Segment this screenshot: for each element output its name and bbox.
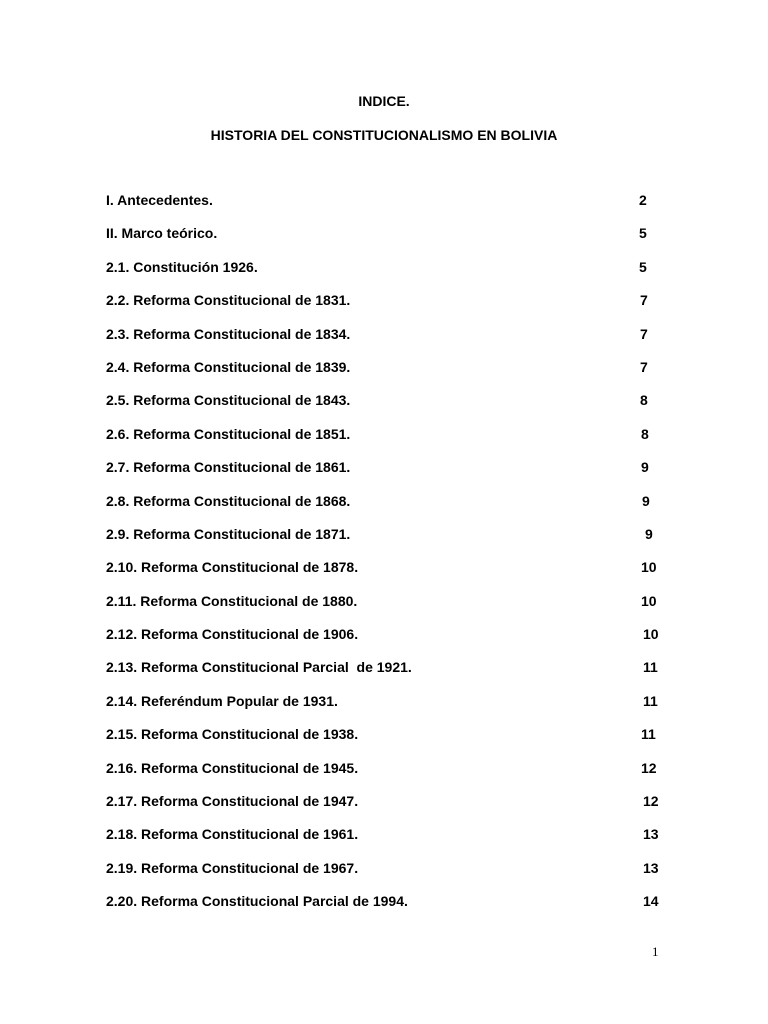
toc-entry-page-number: 7 xyxy=(640,325,648,342)
toc-entry xyxy=(0,225,768,258)
toc-entry-label: 2.2. Reforma Constitucional de 1831. xyxy=(106,292,351,309)
toc-entry-label: 2.12. Reforma Constitucional de 1906. xyxy=(106,626,359,643)
toc-entry-page-number: 9 xyxy=(641,459,649,476)
toc-entry-page-number: 12 xyxy=(643,793,659,810)
toc-entry xyxy=(0,459,768,492)
toc-entry xyxy=(0,893,768,926)
toc-entry xyxy=(0,659,768,692)
toc-entry-label: 2.13. Reforma Constitucional Parcial de 1921. xyxy=(106,659,412,676)
toc-entry-page-number: 10 xyxy=(641,559,657,576)
toc-entry xyxy=(0,493,768,526)
toc-entry-page-number: 14 xyxy=(643,893,659,910)
toc-entry-label: 2.19. Reforma Constitucional de 1967. xyxy=(106,859,359,876)
toc-entry-label: 2.5. Reforma Constitucional de 1843. xyxy=(106,392,351,409)
toc-entry-page-number: 5 xyxy=(639,258,647,275)
toc-entry-page-number: 10 xyxy=(641,592,657,609)
toc-entry xyxy=(0,726,768,759)
toc-entry-label: II. Marco teórico. xyxy=(106,225,218,242)
toc-entry xyxy=(0,392,768,425)
toc-entry-label: 2.16. Reforma Constitucional de 1945. xyxy=(106,759,359,776)
toc-entry xyxy=(0,760,768,793)
toc-entry xyxy=(0,259,768,292)
toc-entry xyxy=(0,693,768,726)
toc-entry-page-number: 5 xyxy=(639,225,647,242)
toc-entry-label: 2.4. Reforma Constitucional de 1839. xyxy=(106,358,351,375)
toc-entry xyxy=(0,559,768,592)
toc-entry-page-number: 7 xyxy=(640,292,648,309)
toc-entry xyxy=(0,292,768,325)
toc-entry-page-number: 13 xyxy=(643,826,659,843)
toc-entry-label: 2.20. Reforma Constitucional Parcial de 1994. xyxy=(106,893,408,910)
index-heading: INDICE. xyxy=(358,93,410,109)
toc-entry-label: 2.11. Reforma Constitucional de 1880. xyxy=(106,592,358,609)
document-title: HISTORIA DEL CONSTITUCIONALISMO EN BOLIVIA xyxy=(210,127,558,143)
toc-entry-page-number: 2 xyxy=(639,192,647,208)
toc-entry xyxy=(0,359,768,392)
toc-entry-label: 2.7. Reforma Constitucional de 1861. xyxy=(106,459,351,476)
toc-entry xyxy=(0,626,768,659)
toc-entry-label: 2.6. Reforma Constitucional de 1851. xyxy=(106,425,351,442)
toc-entry xyxy=(0,526,768,559)
toc-entry-page-number: 11 xyxy=(641,726,656,743)
toc-entry xyxy=(0,326,768,359)
toc-entry xyxy=(0,793,768,826)
toc-entry-label: 2.17. Reforma Constitucional de 1947. xyxy=(106,793,359,810)
toc-entry-page-number: 8 xyxy=(640,392,648,409)
toc-entry-label: 2.9. Reforma Constitucional de 1871. xyxy=(106,525,351,542)
table-of-contents xyxy=(0,192,768,927)
toc-entry xyxy=(0,593,768,626)
toc-entry-label: 2.14. Referéndum Popular de 1931. xyxy=(106,692,338,709)
toc-entry-page-number: 8 xyxy=(641,425,649,442)
toc-entry-page-number: 10 xyxy=(643,626,659,643)
toc-entry-page-number: 9 xyxy=(642,492,650,509)
toc-entry-label: 2.18. Reforma Constitucional de 1961. xyxy=(106,826,359,843)
toc-entry-page-number: 11 xyxy=(643,692,658,709)
toc-entry-page-number: 13 xyxy=(643,859,659,876)
toc-entry-label: 2.10. Reforma Constitucional de 1878. xyxy=(106,559,359,576)
toc-entry-page-number: 7 xyxy=(640,358,648,375)
toc-entry-page-number: 12 xyxy=(641,759,657,776)
toc-entry-page-number: 9 xyxy=(645,525,653,542)
toc-entry xyxy=(0,826,768,859)
toc-entry-label: 2.3. Reforma Constitucional de 1834. xyxy=(106,325,351,342)
toc-entry-label: 2.15. Reforma Constitucional de 1938. xyxy=(106,726,359,743)
toc-entry xyxy=(0,426,768,459)
toc-entry-label: I. Antecedentes. xyxy=(106,192,213,208)
toc-entry-label: 2.1. Constitución 1926. xyxy=(106,258,258,275)
toc-entry-label: 2.8. Reforma Constitucional de 1868. xyxy=(106,492,351,509)
toc-entry-page-number: 11 xyxy=(643,659,658,676)
footer-page-number: 1 xyxy=(652,944,659,959)
toc-entry xyxy=(0,860,768,893)
toc-entry xyxy=(0,192,768,225)
